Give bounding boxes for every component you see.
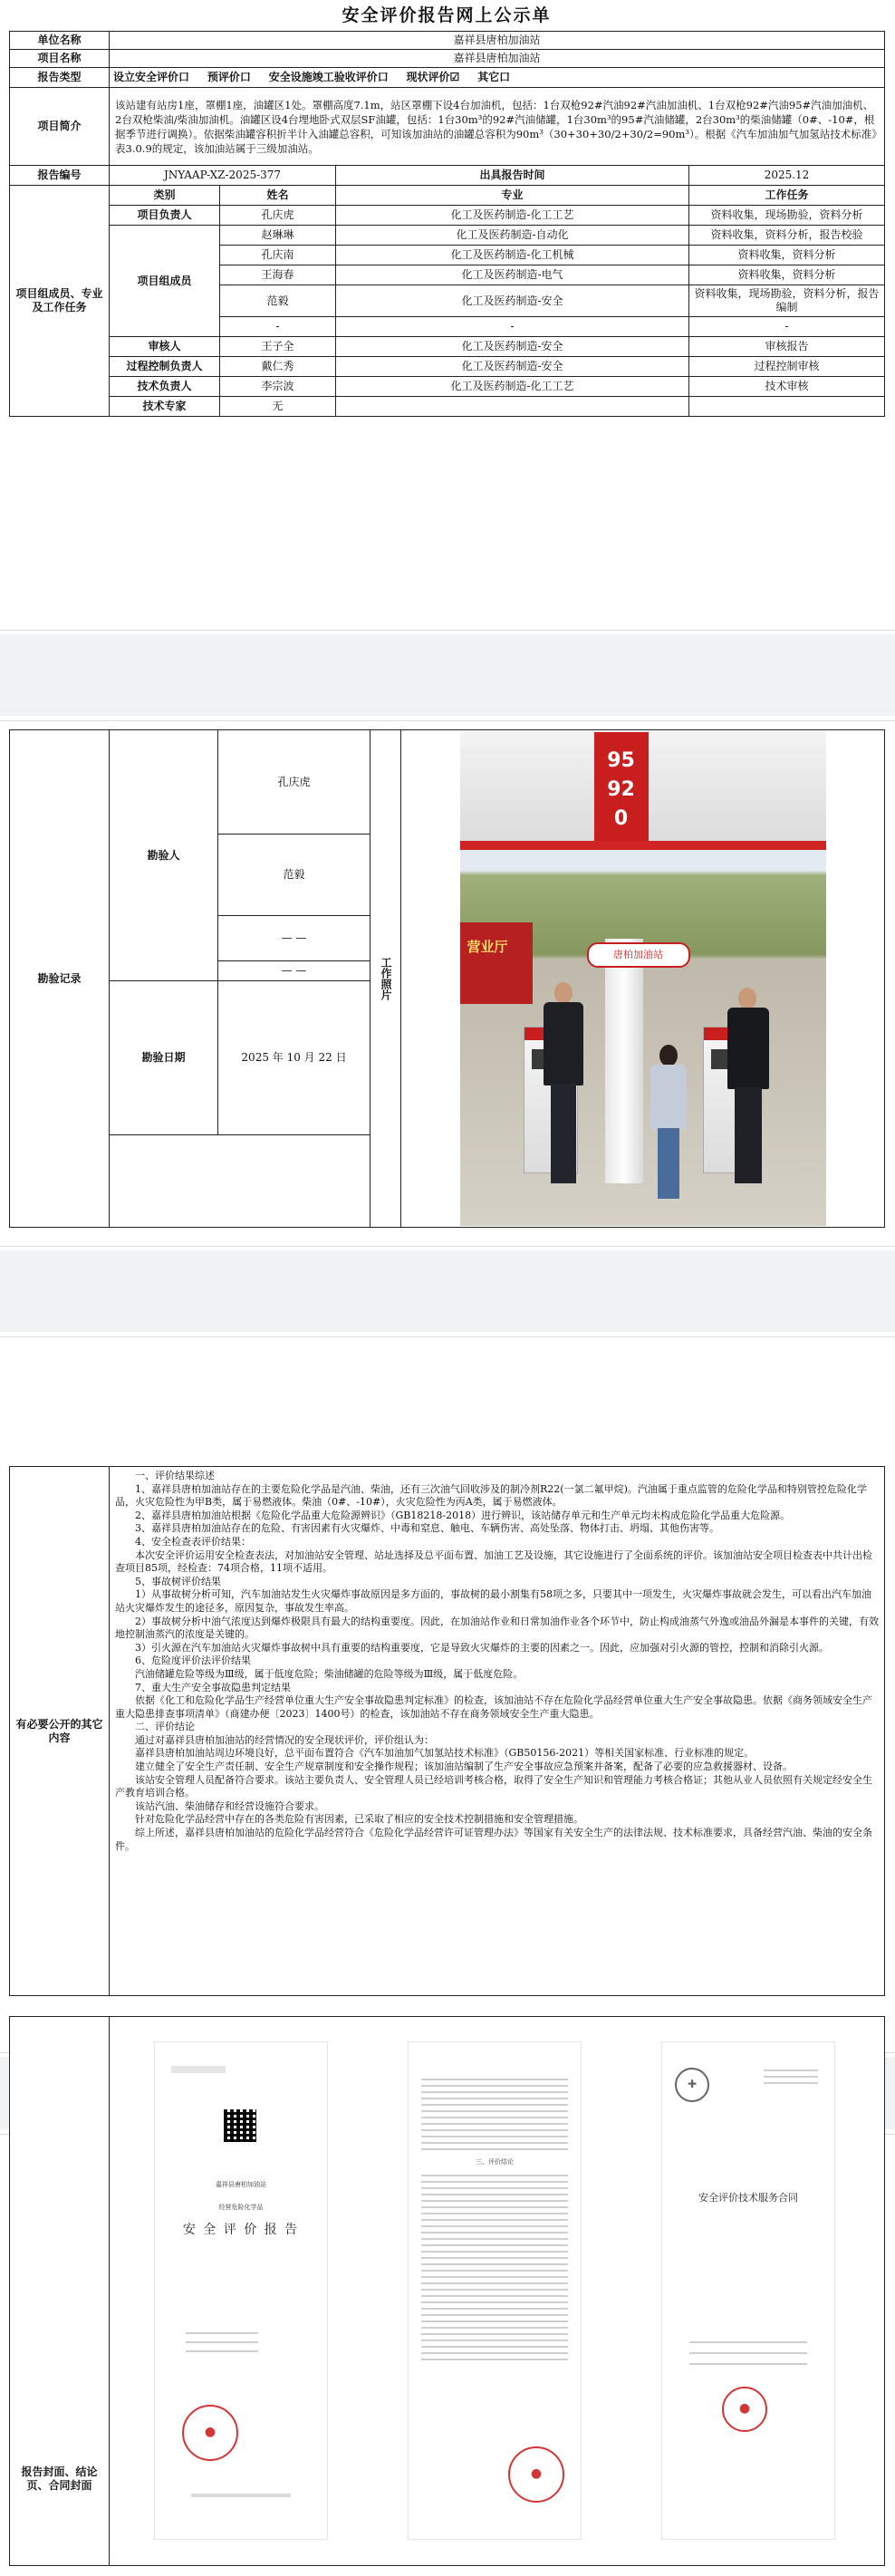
team-task: [689, 397, 885, 417]
report-type-option: 预评价口: [207, 71, 251, 83]
page-separator: [0, 630, 895, 631]
content-paragraph: 7、重大生产安全事故隐患判定结果: [135, 1681, 291, 1693]
seal-icon: ●: [182, 2405, 238, 2461]
project-intro-label: 项目简介: [10, 88, 110, 166]
basic-info-table: [9, 31, 885, 417]
report-type-label: 报告类型: [10, 68, 110, 88]
price-sign: [594, 732, 649, 841]
team-name: 孔庆虎: [220, 206, 336, 226]
content-paragraph: 汽油储罐危险等级为Ⅲ级，属于低度危险；柴油储罐的危险等级为Ⅲ级，属于低度危险。: [135, 1667, 524, 1680]
content-paragraph: 4、安全检查表评价结果：: [135, 1535, 251, 1548]
team-col-name: 姓名: [220, 186, 336, 206]
report-number-value: JNYAAP-XZ-2025-377: [110, 166, 336, 186]
team-major: -: [336, 317, 689, 337]
project-intro-text: 该站建有站房1座，罩棚1座，油罐区1处。罩棚高度7.1m，站区罩棚下设4台加油机，包括：1台双枪92#汽油92#汽油加油机、1台双枪92#汽油95#汽油加油机、2台双枪柴油/柴油加油机。油罐区设4台埋地卧式双层SF油罐，包括：1台30m³的92#汽油储罐，1台30m³的95#汽油储罐，2台30m³的柴油储罐（0#、-10#，根据季节进行调换）。依据柴油罐容积折半计入油罐总容积，可知该加油站的油罐总容积为90m³（30+30+30/2+30/2=90m³）。根据《汽车加油加气加氢站技术标准》表3.0.9的规定，该加油站属于三级加油站。: [110, 88, 885, 166]
unit-name-value: 嘉祥县唐柏加油站: [110, 32, 885, 50]
other-content-body: [110, 1467, 885, 1996]
team-major: 化工及医药制造-安全: [336, 285, 689, 317]
report-date-value: 2025.12: [689, 166, 885, 186]
survey-person: — —: [218, 916, 371, 961]
team-name: 李宗波: [220, 377, 336, 397]
team-task: 资料收集，现场勘验，资料分析，报告编制: [689, 285, 885, 317]
table-row: [10, 377, 885, 397]
report-type-option: 安全设施竣工验收评价口: [268, 71, 389, 83]
cover-unit: 嘉祥县唐柏加油站: [216, 2181, 266, 2188]
report-type-option: 现状评价☑: [406, 71, 460, 83]
content-heading: 二、评价结论: [135, 1721, 195, 1733]
survey-person: 孔庆虎: [218, 730, 371, 835]
content-paragraph: 通过对嘉祥县唐柏加油站的经营情况的安全现状评价，评价组认为：: [135, 1733, 434, 1746]
survey-photo: [460, 732, 826, 1226]
table-row: [10, 357, 885, 377]
price-digit: 92: [607, 777, 635, 801]
team-task: 资料收集，现场勘验，资料分析: [689, 206, 885, 226]
team-name: 戴仁秀: [220, 357, 336, 377]
team-name: 王子全: [220, 337, 336, 357]
disclosure-sheet: [9, 0, 884, 417]
team-task: 过程控制审核: [689, 357, 885, 377]
survey-sheet: [9, 729, 884, 1228]
content-paragraph: 嘉祥县唐柏加油站周边环境良好，总平面布置符合《汽车加油加气加氢站技术标准》（GB50156-2021）等相关国家标准、行业标准的规定。: [135, 1747, 755, 1760]
project-name-label: 项目名称: [10, 50, 110, 68]
content-paragraph: 5、事故树评价结果: [135, 1575, 221, 1587]
team-name: 范毅: [220, 285, 336, 317]
content-paragraph: 2、嘉祥县唐柏加油站根据《危险化学品重大危险源辨识》（GB18218-2018）进行辨识，该站储存单元和生产单元均未构成危险化学品重大危险源。: [135, 1509, 791, 1521]
report-cover-thumbnail: [155, 2042, 327, 2539]
price-digit: 95: [607, 748, 635, 772]
team-major: 化工及医药制造-安全: [336, 357, 689, 377]
survey-person-label: 勘验人: [110, 730, 218, 981]
team-col-major: 专业: [336, 186, 689, 206]
team-major: 化工及医药制造-自动化: [336, 226, 689, 246]
content-paragraph: 综上所述，嘉祥县唐柏加油站的危险化学品经营符合《危险化学品经营许可证管理办法》等国家有关安全生产的法律法规、技术标准要求，具备经营汽油、柴油的安全条件。: [115, 1827, 872, 1852]
team-col-type: 类别: [110, 186, 220, 206]
report-number-label: 报告编号: [10, 166, 110, 186]
survey-person: 范毅: [218, 835, 371, 916]
brand-sign: [587, 942, 690, 968]
content-paragraph: 本次安全评价运用安全检查表法，对加油站安全管理、站址选择及总平面布置、加油工艺及设施，其它设施进行了全面系统的评价。该加油站安全项目检查表中共计出检查项目85项，经检查：74项合格，11项不适用。: [115, 1548, 872, 1575]
qr-code-icon: [224, 2109, 256, 2142]
seal-icon: ●: [722, 2387, 767, 2432]
page-separator: [0, 1246, 895, 1247]
team-type: 审核人: [110, 337, 220, 357]
page-title: 安全评价报告网上公示单: [342, 5, 552, 25]
team-name: 孔庆南: [220, 246, 336, 265]
brand-sign-text: 唐柏加油站: [613, 948, 663, 960]
cover-title: 安 全 评 价 报 告: [182, 2223, 300, 2237]
conclusion-page-thumbnail: [409, 2042, 581, 2539]
report-type-option: 其它口: [477, 71, 511, 83]
photo-label: 工作照片: [371, 730, 401, 1228]
content-paragraph: 针对危险化学品经营中存在的各类危险有害因素，已采取了相应的安全技术控制措施和安全管理措施。: [135, 1813, 583, 1826]
table-row: [10, 206, 885, 226]
content-paragraph: 1、嘉祥县唐柏加油站存在的主要危险化学品是汽油、柴油，还有三次油气回收涉及的制冷剂R22(一氯二氟甲烷)。汽油属于重点监管的危险化学品和特别管控危险化学品，火灾危险性为甲B类，属于易燃液体。柴油（0#、-10#），火灾危险性为丙A类，属于易燃液体。: [115, 1482, 867, 1509]
report-type-option: 设立安全评价口: [113, 71, 190, 83]
table-row: [10, 337, 885, 357]
content-paragraph: 该站汽油、柴油储存和经营设施符合要求。: [135, 1799, 324, 1812]
seal-icon: ●: [508, 2446, 564, 2503]
content-paragraph: 建立健全了安全生产责任制、安全生产规章制度和安全操作规程；该加油站编制了生产安全事故应急预案并备案，配备了必要的应急救援器材、设备。: [135, 1761, 793, 1773]
team-major: 化工及医药制造-化工工艺: [336, 206, 689, 226]
team-col-task: 工作任务: [689, 186, 885, 206]
team-task: 资料收集，资料分析: [689, 265, 885, 285]
team-major: [336, 397, 689, 417]
project-name-value: 嘉祥县唐柏加油站: [110, 50, 885, 68]
page-separator: [0, 1336, 895, 1337]
attachments-cell: [110, 2017, 885, 2566]
page-separator: [0, 720, 895, 721]
contract-title: 安全评价技术服务合同: [698, 2192, 798, 2204]
team-type: 项目负责人: [110, 206, 220, 226]
content-heading: 一、评价结果综述: [135, 1470, 215, 1481]
team-type: 技术负责人: [110, 377, 220, 397]
team-task: 资料收集，资料分析: [689, 246, 885, 265]
other-content-label: 有必要公开的其它内容: [10, 1467, 110, 1996]
team-major: 化工及医药制造-安全: [336, 337, 689, 357]
team-name: 王海春: [220, 265, 336, 285]
survey-record-label: 勘验记录: [10, 730, 110, 1228]
team-task: 资料收集，资料分析，报告校验: [689, 226, 885, 246]
table-row: [10, 226, 885, 246]
team-major: 化工及医药制造-化工工艺: [336, 377, 689, 397]
survey-person: — —: [218, 961, 371, 981]
content-paragraph: 该站安全管理人员配备符合要求。该站主要负责人、安全管理人员已经培训考核合格，取得了安全生产知识和管理能力考核合格证；其他从业人员依照有关规定经安全生产教育培训合格。: [115, 1773, 872, 1799]
shop-sign: [460, 922, 533, 1004]
team-major: 化工及医药制造-电气: [336, 265, 689, 285]
attachments-sheet: [9, 2016, 884, 2569]
report-type-options: [110, 68, 885, 88]
canopy-column: [605, 939, 643, 1183]
content-paragraph: 2）事故树分析中油气浓度达到爆炸极限具有最大的结构重要度。因此，在加油站作业和日常加油作业各个环节中，防止构成油蒸气外逸或油品外漏是本事件的关键，有效地控制油蒸汽的浓度是关键的。: [115, 1615, 879, 1641]
disclosure-table: [9, 1466, 885, 1996]
page-gap: [0, 1250, 895, 1332]
team-type: 项目组成员: [110, 226, 220, 337]
content-paragraph: 3、嘉祥县唐柏加油站存在的危险、有害因素有火灾爆炸、中毒和窒息、触电、车辆伤害、高处坠落、物体打击、坍塌、其他伤害等。: [135, 1522, 719, 1535]
content-paragraph: 3）引火源在汽车加油站火灾爆炸事故树中具有重要的结构重要度，它是导致火灾爆炸的主要的因素之一。因此，应加强对引火源的管控，控制和消除引火源。: [135, 1641, 829, 1654]
team-task: 技术审核: [689, 377, 885, 397]
contract-cover-thumbnail: [662, 2042, 834, 2539]
attachments-table: [9, 2016, 885, 2566]
table-row: [10, 397, 885, 417]
disclosure-content-sheet: [9, 1466, 884, 1996]
photo-cell: [401, 730, 885, 1228]
cover-subtitle: 经营危险化学品: [218, 2204, 264, 2211]
team-major: 化工及医药制造-化工机械: [336, 246, 689, 265]
shop-sign-text: 营业厅: [467, 938, 508, 955]
content-paragraph: 6、危险度评价法评价结果: [135, 1655, 251, 1667]
team-type: 技术专家: [110, 397, 220, 417]
survey-table: [9, 729, 885, 1228]
team-type: 过程控制负责人: [110, 357, 220, 377]
team-name: 无: [220, 397, 336, 417]
attachments-label: 报告封面、结论页、合同封面: [10, 2017, 110, 2566]
page-gap: [0, 634, 895, 716]
team-section-label: 项目组成员、专业及工作任务: [10, 186, 110, 417]
content-paragraph: 1）从事故树分析可知，汽车加油站发生火灾爆炸事故原因是多方面的，事故树的最小割集有58项之多，只要其中一项发生，火灾爆炸事故就会发生，可以看出汽车加油站火灾爆炸发生的途径多，原因复杂，事故发生率高。: [115, 1588, 871, 1614]
logo-icon: ✚: [675, 2068, 709, 2102]
price-digit: 0: [613, 806, 629, 830]
unit-name-label: 单位名称: [10, 32, 110, 50]
conclusion-heading: 三、评价结论: [476, 2158, 514, 2166]
report-date-label: 出具报告时间: [336, 166, 689, 186]
survey-date-label: 勘验日期: [110, 981, 218, 1135]
team-name: 赵琳琳: [220, 226, 336, 246]
survey-date-value: 2025 年 10 月 22 日: [218, 981, 371, 1135]
content-paragraph: 依据《化工和危险化学品生产经营单位重大生产安全事故隐患判定标准》的检查，该加油站不存在危险化学品经营单位重大生产安全事故隐患。依据《商务领域安全生产重大隐患排查事项清单》（商建办便〔2023〕1400号）的检查，该加油站不存在商务领域安全生产重大隐患。: [115, 1694, 872, 1720]
team-task: -: [689, 317, 885, 337]
team-name: -: [220, 317, 336, 337]
team-task: 审核报告: [689, 337, 885, 357]
